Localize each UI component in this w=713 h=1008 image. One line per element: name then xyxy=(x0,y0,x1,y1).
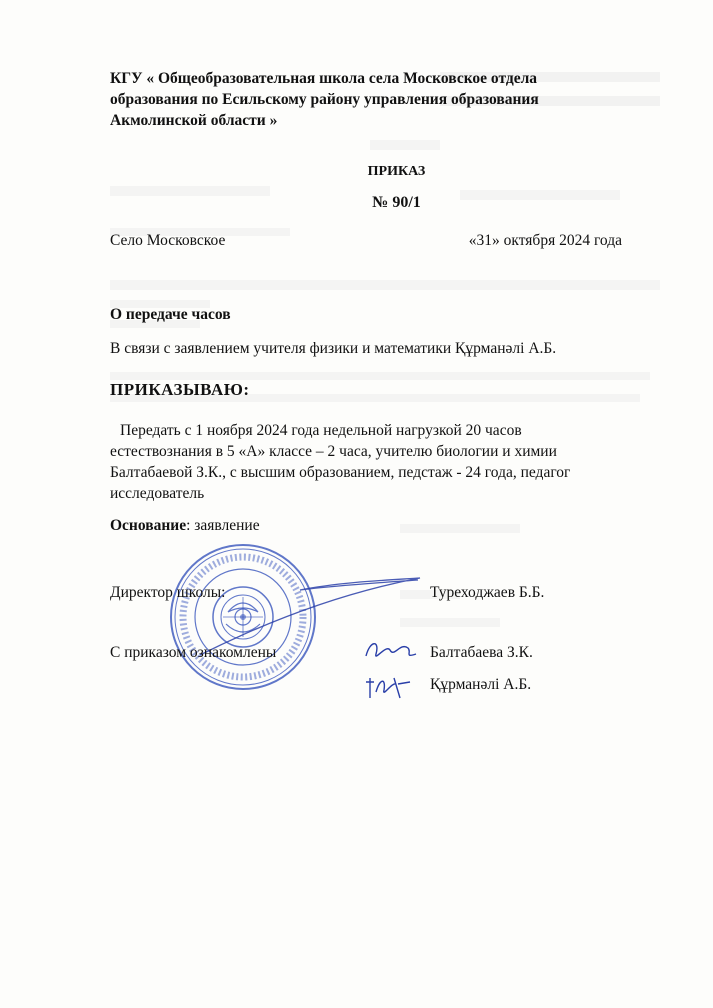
basis-value: : заявление xyxy=(186,517,260,534)
basis-label: Основание xyxy=(110,517,187,534)
order-heading: ПРИКАЗЫВАЮ: xyxy=(110,380,250,399)
reason-text: В связи с заявлением учителя физики и математики Құрманәлі А.Б. xyxy=(110,340,557,357)
subject-heading: О передаче часов xyxy=(110,306,231,323)
document-type: ПРИКАЗ xyxy=(367,164,426,179)
director-name: Туреходжаев Б.Б. xyxy=(430,584,545,601)
acknowledged-name-1: Балтабаева З.К. xyxy=(430,644,533,661)
place: Село Московское xyxy=(110,232,226,249)
order-text-content: Передать с 1 ноября 2024 года недельной нагрузкой 20 часов естествознания в 5 «А» классе – 2 часа, учителю биологии и химии Балтабаевой З.К., с высшим образованием, педстаж - 24 года, педагог исследователь xyxy=(110,422,571,502)
basis-line xyxy=(110,517,260,535)
place-date-row xyxy=(110,232,622,250)
order-text xyxy=(110,420,620,504)
signature-2 xyxy=(360,672,416,702)
organization-header: КГУ « Общеобразовательная школа села Московское отдела образования по Есильскому району управления образования Акмолинской области » xyxy=(110,70,539,129)
document-number: № 90/1 xyxy=(372,194,421,211)
director-label: Директор школы: xyxy=(110,584,226,601)
date: «31» октября 2024 года xyxy=(468,232,622,249)
signature-1 xyxy=(360,636,420,666)
acknowledgement-label: С приказом ознакомлены xyxy=(110,644,277,661)
acknowledged-name-2: Құрманәлі А.Б. xyxy=(430,676,532,693)
